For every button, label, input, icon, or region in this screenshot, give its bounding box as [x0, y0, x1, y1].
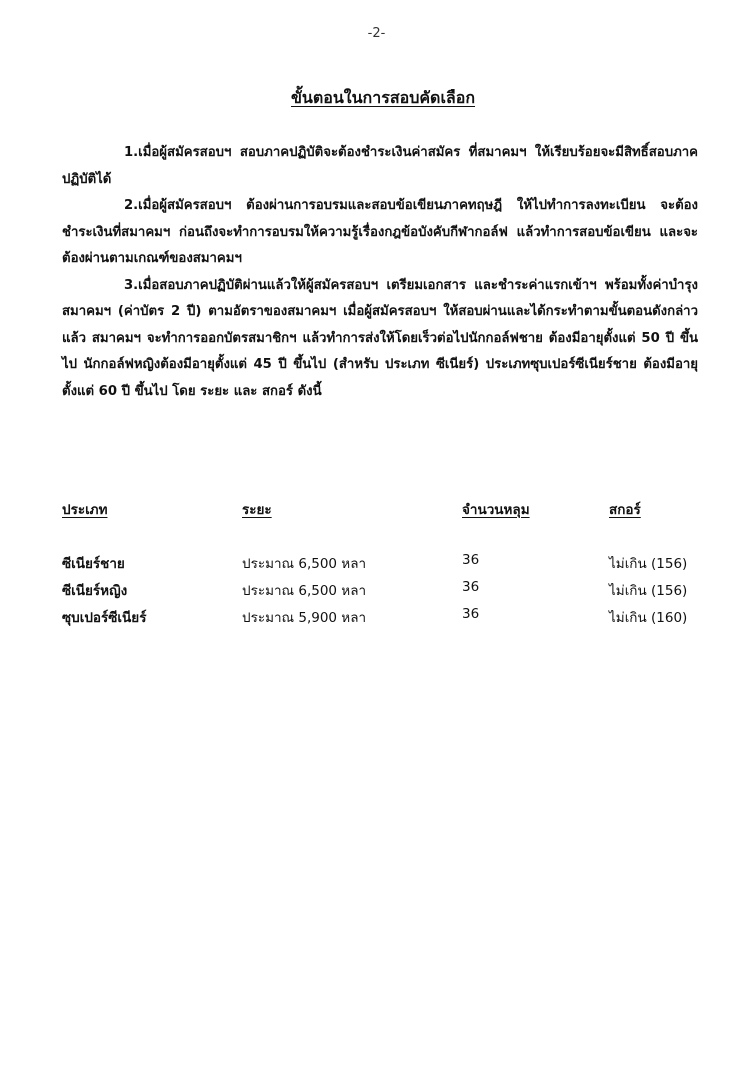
- row-distance: ประมาณ 6,500 หลา: [242, 583, 367, 599]
- body-text: [62, 140, 698, 405]
- row-category: ซุบเปอร์ซีเนียร์: [62, 610, 147, 626]
- row-distance: ประมาณ 6,500 หลา: [242, 556, 367, 572]
- paragraph-1: 1.เมื่อผู้สมัครสอบฯ สอบภาคปฏิบัติจะต้องชำระเงินค่าสมัคร ที่สมาคมฯ ให้เรียบร้อยจะมีสิทธิ์สอบภาคปฏิบัติได้: [62, 145, 698, 187]
- row-distance: ประมาณ 5,900 หลา: [242, 610, 367, 626]
- row-holes: 36: [462, 579, 480, 595]
- header-category: ประเภท: [62, 502, 108, 518]
- table-row: [62, 579, 702, 606]
- paragraph-2: 2.เมื่อผู้สมัครสอบฯ ต้องผ่านการอบรมและสอบข้อเขียนภาคทฤษฎี ให้ไปทำการลงทะเบียน จะต้องชำระเงินที่สมาคมฯ ก่อนถึงจะทำการอบรมให้ความรู้เรื่องกฎข้อบังคับกีฬากอล์ฟ แล้วทำการสอบข้อเขียน และจะต้องผ่านตามเกณฑ์ของสมาคมฯ: [62, 198, 698, 266]
- criteria-table: [62, 498, 702, 633]
- header-score: สกอร์: [609, 502, 641, 518]
- row-score: ไม่เกิน (160): [609, 610, 688, 626]
- page-number: -2-: [367, 26, 386, 41]
- row-score: ไม่เกิน (156): [609, 583, 688, 599]
- row-holes: 36: [462, 552, 480, 568]
- paragraph-3: 3.เมื่อสอบภาคปฏิบัติผ่านแล้วให้ผู้สมัครสอบฯ เตรียมเอกสาร และชำระค่าแรกเข้าฯ พร้อมทั้งค่าบำรุงสมาคมฯ (ค่าบัตร 2 ปี) ตามอัตราของสมาคมฯ เมื่อผู้สมัครสอบฯ ให้สอบผ่านและได้กระทำตามขั้นตอนดังกล่าวแล้ว สมาคมฯ จะทำการออกบัตรสมาชิกฯ แล้วทำการส่งให้โดยเร็วต่อไปนักกอล์ฟชาย ต้องมีอายุตั้งแต่ 50 ปี ขึ้นไป นักกอล์ฟหญิงต้องมีอายุตั้งแต่ 45 ปี ขึ้นไป (สำหรับ ประเภท ซีเนียร์) ประเภทซุบเปอร์ซีเนียร์ชาย ต้องมีอายุ ตั้งแต่ 60 ปี ขึ้นไป โดย ระยะ และ สกอร์ ดังนี้: [62, 277, 698, 399]
- row-category: ซีเนียร์หญิง: [62, 583, 128, 599]
- header-distance: ระยะ: [242, 502, 272, 518]
- row-score: ไม่เกิน (156): [609, 556, 688, 572]
- table-row: [62, 606, 702, 633]
- document-title: ขั้นตอนในการสอบคัดเลือก: [290, 88, 476, 107]
- table-row: [62, 552, 702, 579]
- row-category: ซีเนียร์ชาย: [62, 556, 125, 572]
- table-header-row: [62, 498, 702, 552]
- row-holes: 36: [462, 606, 480, 622]
- header-holes: จำนวนหลุม: [462, 502, 530, 518]
